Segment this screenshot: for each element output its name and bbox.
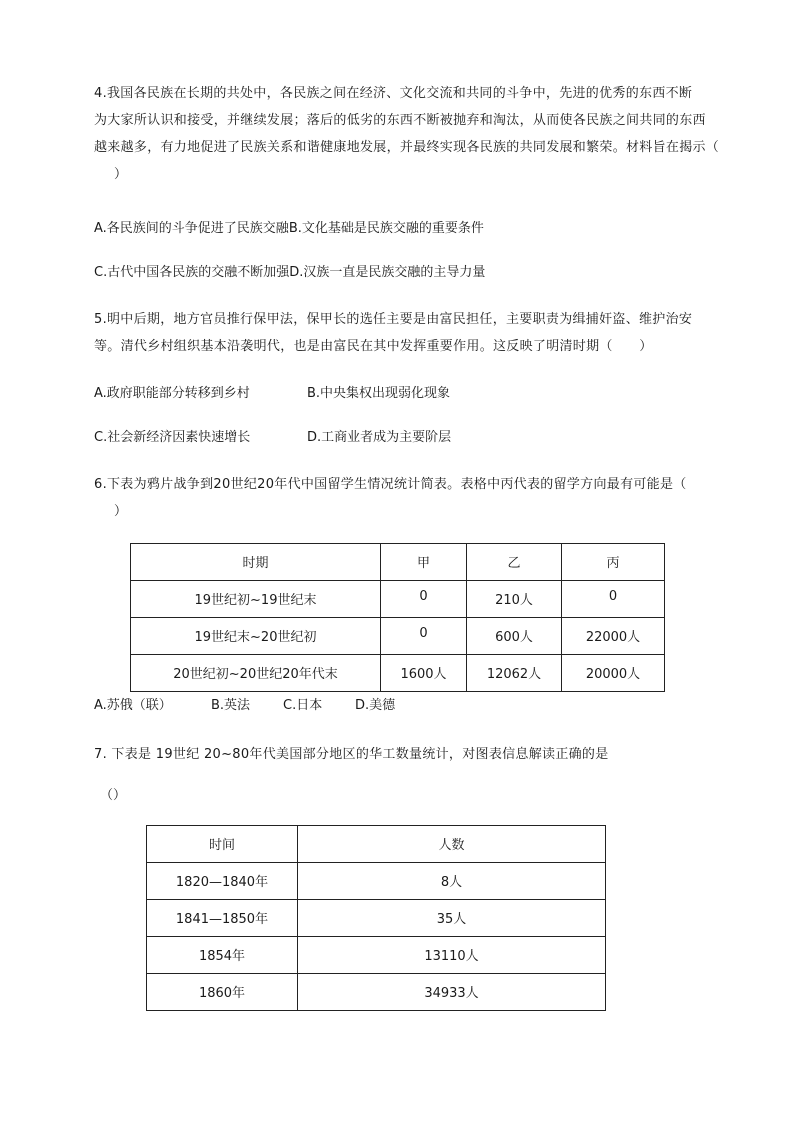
table-cell: 20000人 [562, 655, 665, 692]
table-cell: 22000人 [562, 618, 665, 655]
question-4-line: 4.我国各民族在长期的共处中，各民族之间在经济、文化交流和共同的斗争中，先进的优秀的东西不断 [94, 86, 693, 101]
table-cell: 1860年 [147, 974, 298, 1011]
question-5-option-d[interactable]: D.工商业者成为主要阶层 [307, 430, 452, 445]
table-cell: 20世纪初~20世纪20年代末 [131, 655, 381, 692]
table-cell: 1600人 [381, 655, 467, 692]
table-header-cell: 人数 [298, 826, 606, 863]
table-row [147, 900, 606, 937]
question-7-answer-paren: （） [100, 788, 127, 803]
question-5-options-row-2 [94, 428, 451, 448]
table-cell: 12062人 [467, 655, 562, 692]
question-6-line: ） [114, 504, 128, 519]
question-6-stem [94, 471, 734, 525]
table-header-cell: 甲 [381, 544, 467, 581]
question-5-stem [94, 306, 734, 360]
table-cell: 1820—1840年 [147, 863, 298, 900]
table-row [147, 937, 606, 974]
table-cell: 0 [381, 581, 467, 618]
question-4-option-d[interactable]: D.汉族一直是民族交融的主导力量 [289, 265, 486, 280]
question-5-line: 等。清代乡村组织基本沿袭明代，也是由富民在其中发挥重要作用。这反映了明清时期（ ） [94, 339, 653, 354]
table-header-cell: 乙 [467, 544, 562, 581]
table-cell: 0 [562, 581, 665, 618]
table-header-cell: 时期 [131, 544, 381, 581]
question-6-option-b[interactable]: B.英法 [211, 698, 251, 713]
table-cell: 600人 [467, 618, 562, 655]
question-6-option-a[interactable]: A.苏俄（联） [94, 698, 172, 713]
table-header-row [147, 826, 606, 863]
question-4-option-c[interactable]: C.古代中国各民族的交融不断加强 [94, 265, 290, 280]
table-header-row [131, 544, 665, 581]
table-cell: 35人 [298, 900, 606, 937]
question-4-line: 越来越多，有力地促进了民族关系和谐健康地发展，并最终实现各民族的共同发展和繁荣。材料旨在揭示（ [94, 140, 720, 155]
study-abroad-table [130, 543, 665, 692]
question-6-line: 6.下表为鸦片战争到20世纪20年代中国留学生情况统计简表。表格中丙代表的留学方向最有可能是（ [94, 477, 687, 492]
table-row [131, 581, 665, 618]
table-row [131, 618, 665, 655]
question-4-options-row-1 [94, 219, 484, 239]
question-4-options-row-2 [94, 263, 485, 283]
table-cell: 34933人 [298, 974, 606, 1011]
question-5-line: 5.明中后期，地方官员推行保甲法，保甲长的选任主要是由富民担任，主要职责为缉捕奸盗、维护治安 [94, 312, 693, 327]
chinese-laborers-table [146, 825, 606, 1011]
table-cell: 1854年 [147, 937, 298, 974]
question-5-option-a[interactable]: A.政府职能部分转移到乡村 [94, 386, 250, 401]
question-7-stem [94, 741, 734, 768]
table-row [131, 655, 665, 692]
table-row [147, 863, 606, 900]
table-cell: 1841—1850年 [147, 900, 298, 937]
question-5-option-b[interactable]: B.中央集权出现弱化现象 [307, 386, 451, 401]
question-5-option-c[interactable]: C.社会新经济因素快速增长 [94, 430, 251, 445]
table-cell: 13110人 [298, 937, 606, 974]
question-7-line: 7. 下表是 19世纪 20~80年代美国部分地区的华工数量统计，对图表信息解读正确的是 [94, 747, 609, 762]
question-4-line: 为大家所认识和接受，并继续发展；落后的低劣的东西不断被抛弃和淘汰，从而使各民族之间共同的东西 [94, 113, 706, 128]
table-cell: 19世纪末~20世纪初 [131, 618, 381, 655]
question-4-stem [94, 80, 734, 188]
question-5-options-row-1 [94, 384, 450, 404]
question-6-option-c[interactable]: C.日本 [283, 698, 323, 713]
table-header-cell: 丙 [562, 544, 665, 581]
table-cell: 19世纪初~19世纪末 [131, 581, 381, 618]
question-6-options-row [94, 696, 395, 716]
question-4-option-a[interactable]: A.各民族间的斗争促进了民族交融 [94, 221, 289, 236]
question-6-option-d[interactable]: D.美德 [355, 698, 396, 713]
table-cell: 210人 [467, 581, 562, 618]
table-cell: 8人 [298, 863, 606, 900]
question-4-line: ） [114, 167, 128, 182]
table-cell: 0 [381, 618, 467, 655]
question-4-option-b[interactable]: B.文化基础是民族交融的重要条件 [288, 221, 484, 236]
table-header-cell: 时间 [147, 826, 298, 863]
table-row [147, 974, 606, 1011]
